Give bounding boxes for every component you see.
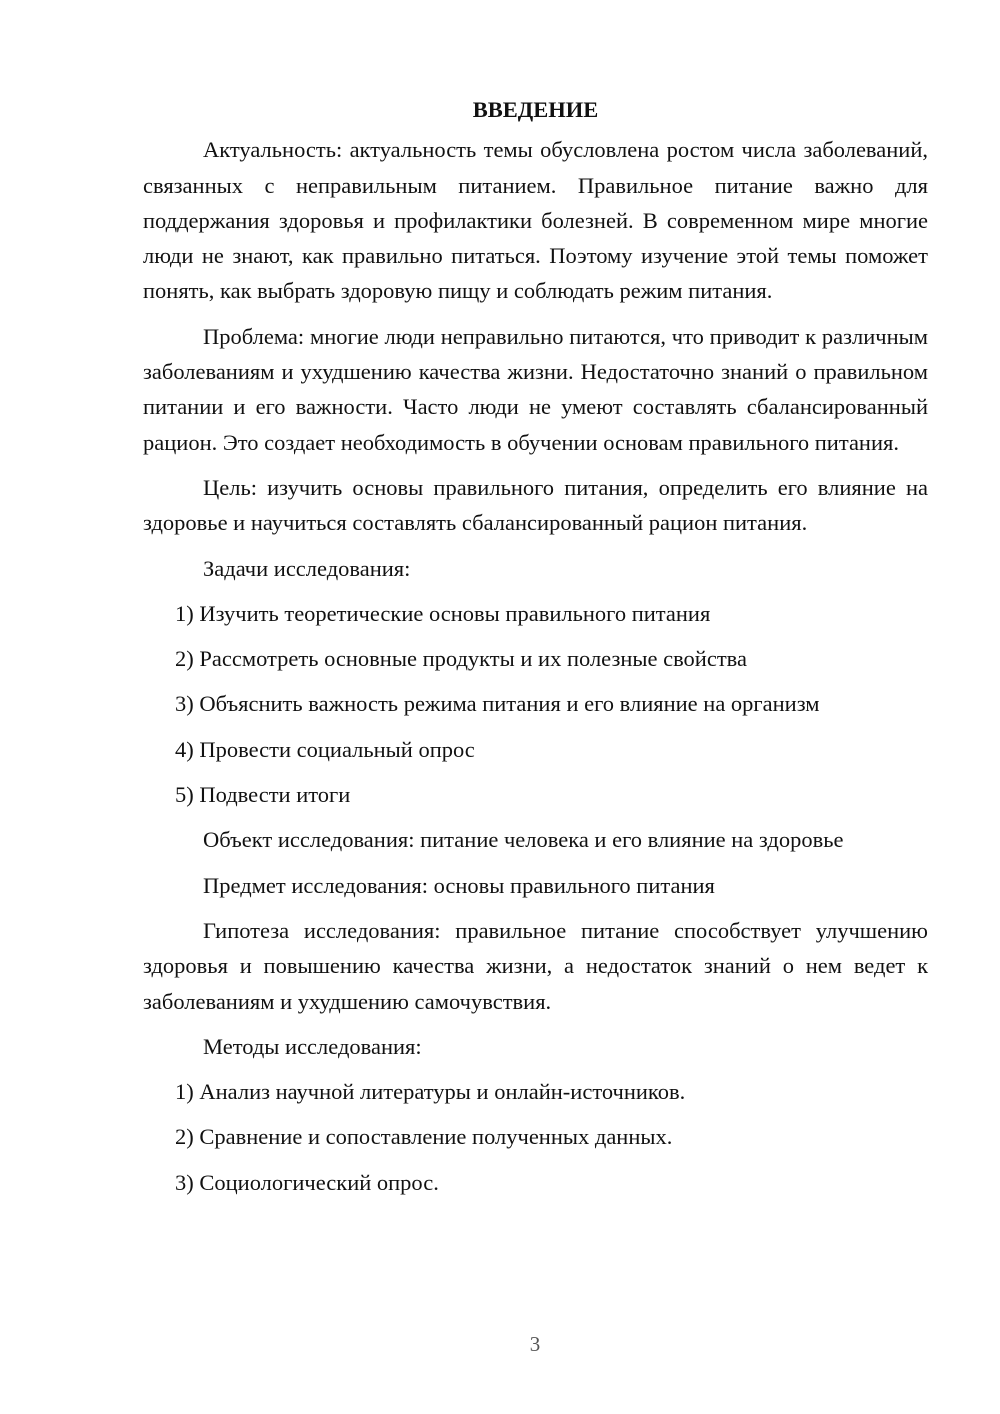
methods-list: [143, 1074, 928, 1200]
subject-paragraph: Предмет исследования: основы правильного питания: [203, 872, 715, 898]
tasks-list: [143, 596, 928, 812]
object-paragraph: Объект исследования: питание человека и его влияние на здоровье: [203, 827, 844, 853]
methods-heading: Методы исследования:: [203, 1033, 422, 1059]
relevance-paragraph: Актуальность: актуальность темы обусловлена ростом числа заболеваний, связанных с неправильным питанием. Правильное питание важно для поддержания здоровья и профилактики болезней. В современном мире многие люди не знают, как правильно питаться. Поэтому изучение этой темы поможет понять, как выбрать здоровую пищу и соблюдать режим питания.: [143, 137, 928, 304]
hypothesis-paragraph: Гипотеза исследования: правильное питание способствует улучшению здоровья и повышению качества жизни, а недостаток знаний о нем ведет к заболеваниям и ухудшению самочувствия.: [143, 917, 928, 1014]
list-item: 1) Изучить теоретические основы правильного питания: [175, 600, 711, 626]
list-item: 2) Сравнение и сопоставление полученных данных.: [175, 1124, 673, 1150]
list-item: 2) Рассмотреть основные продукты и их полезные свойства: [175, 646, 747, 672]
goal-paragraph: Цель: изучить основы правильного питания, определить его влияние на здоровье и научиться составлять сбалансированный рацион питания.: [143, 474, 928, 536]
list-item: 5) Подвести итоги: [175, 782, 351, 808]
page-title: ВВЕДЕНИЕ: [472, 97, 599, 122]
list-item: 4) Провести социальный опрос: [175, 736, 475, 762]
page-number: 3: [529, 1332, 541, 1356]
list-item: 1) Анализ научной литературы и онлайн-источников.: [175, 1079, 686, 1105]
list-item: 3) Объяснить важность режима питания и его влияние на организм: [175, 691, 820, 717]
problem-paragraph: Проблема: многие люди неправильно питаются, что приводит к различным заболеваниям и ухудшению качества жизни. Недостаточно знаний о правильном питании и его важности. Часто люди не умеют составлять сбалансированный рацион. Это создает необходимость в обучении основам правильного питания.: [143, 323, 928, 455]
tasks-heading: Задачи исследования:: [203, 555, 411, 581]
list-item: 3) Социологический опрос.: [175, 1169, 439, 1195]
document-page: [143, 92, 928, 1210]
